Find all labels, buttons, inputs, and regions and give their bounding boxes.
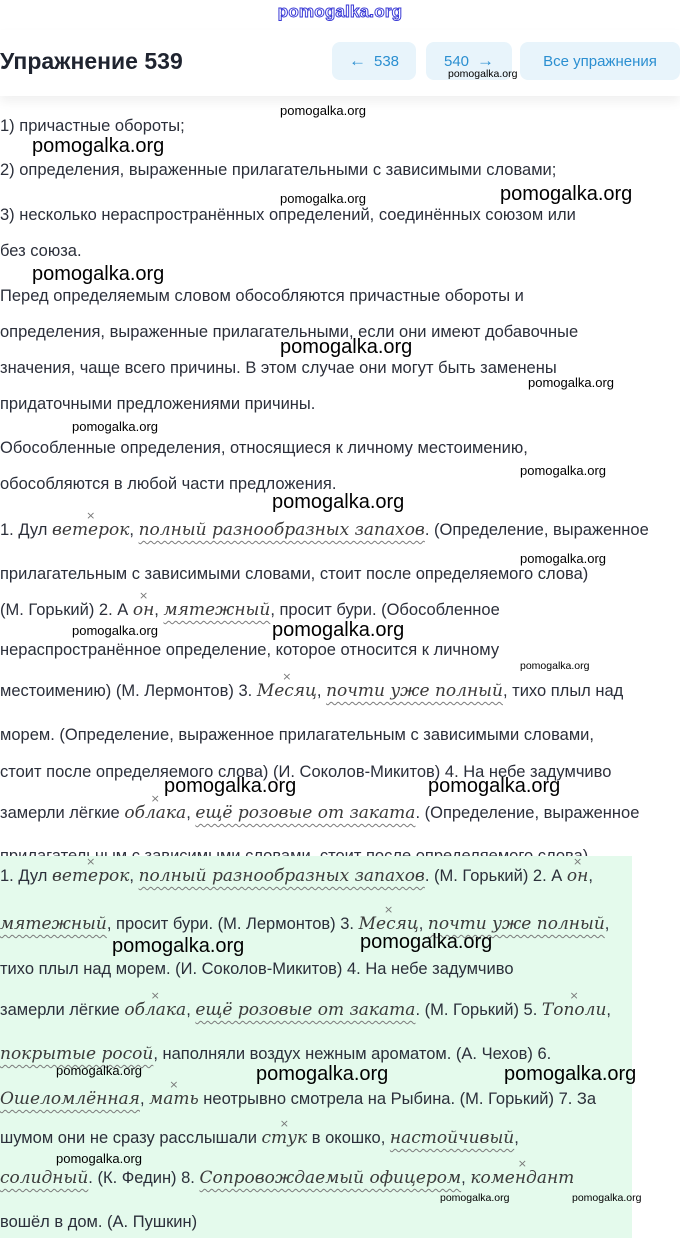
text-line: нераспространённое определение, которое относится к личному bbox=[0, 641, 500, 659]
text-fragment: шумом они не сразу расслышали bbox=[0, 1129, 262, 1147]
watermark: pomogalka.org bbox=[528, 375, 614, 390]
text-fragment: , bbox=[186, 1001, 196, 1019]
text-fragment: , bbox=[186, 804, 196, 822]
answer-line bbox=[0, 1168, 574, 1188]
watermark: pomogalka.org bbox=[272, 491, 405, 513]
text-fragment: , bbox=[129, 521, 139, 539]
subject-word: × комендант bbox=[470, 1168, 574, 1188]
text-fragment: . (М. Горький) 5. bbox=[415, 1001, 542, 1019]
watermark: pomogalka.org bbox=[32, 263, 165, 285]
text-fragment: замерли лёгкие bbox=[0, 1001, 125, 1019]
definition-phrase: полный разнообразных запахов bbox=[138, 520, 425, 540]
subject-word: × ветерок bbox=[52, 866, 129, 886]
watermark: pomogalka.org bbox=[360, 931, 493, 953]
definition-phrase: Сопровождаемый офицером bbox=[199, 1168, 462, 1188]
answer-line bbox=[0, 1044, 551, 1064]
text-fragment: , наполняли воздух нежным ароматом. (А. Чехов) 6. bbox=[153, 1045, 552, 1063]
definition-phrase: полный разнообразных запахов bbox=[138, 866, 425, 886]
text-line: 3) несколько нераспространённых определений, соединённых союзом или bbox=[0, 206, 576, 224]
text-fragment: , bbox=[129, 867, 139, 885]
watermark: pomogalka.org bbox=[280, 103, 366, 118]
answer-line: тихо плыл над морем. (И. Соколов-Микитов) 4. На небе задумчиво bbox=[0, 960, 514, 978]
subject-word: × мать bbox=[149, 1089, 199, 1109]
text-fragment: , bbox=[139, 1090, 150, 1108]
definition-phrase: мятежный bbox=[0, 914, 107, 934]
answer-line bbox=[0, 1000, 611, 1020]
text-line: без союза. bbox=[0, 242, 82, 260]
subject-word: × ветерок bbox=[52, 520, 129, 540]
definition-phrase: ещё розовые от заката bbox=[195, 803, 416, 823]
definition-phrase: покрытые росой bbox=[0, 1044, 154, 1064]
watermark: pomogalka.org bbox=[72, 419, 158, 434]
watermark: pomogalka.org bbox=[572, 1192, 642, 1204]
text-fragment: , просит бури. (Обособленное bbox=[270, 601, 500, 619]
answer-line bbox=[0, 1128, 519, 1148]
text-fragment: , тихо плыл над bbox=[502, 682, 624, 700]
prev-exercise-button[interactable] bbox=[332, 42, 416, 80]
text-fragment: местоимению) (М. Лермонтов) 3. bbox=[0, 682, 257, 700]
answer-line: вошёл в дом. (А. Пушкин) bbox=[0, 1213, 198, 1231]
subject-word: × стук bbox=[262, 1128, 308, 1148]
answer-line bbox=[0, 1089, 596, 1109]
text-fragment: неотрывно смотрела на Рыбина. (М. Горький) 7. За bbox=[198, 1090, 597, 1108]
watermark: pomogalka.org bbox=[280, 191, 366, 206]
example-line bbox=[0, 520, 649, 540]
text-fragment: (М. Горький) 2. А bbox=[0, 601, 133, 619]
watermark: pomogalka.org bbox=[504, 1063, 637, 1085]
watermark: pomogalka.org bbox=[448, 68, 518, 80]
subject-word: × Тополи bbox=[542, 1000, 607, 1020]
watermark: pomogalka.org bbox=[280, 336, 413, 358]
example-line bbox=[0, 600, 500, 620]
subject-word: × облака bbox=[124, 803, 186, 823]
subject-word: × Месяц bbox=[257, 681, 317, 701]
watermark: pomogalka.org bbox=[272, 619, 405, 641]
text-fragment: замерли лёгкие bbox=[0, 804, 125, 822]
text-line: определения, выраженные прилагательными, если они имеют добавочные bbox=[0, 323, 579, 341]
text-line: 2) определения, выраженные прилагательными с зависимыми словами; bbox=[0, 161, 557, 179]
watermark: pomogalka.org bbox=[112, 935, 245, 957]
text-fragment: . (Определение, выраженное bbox=[415, 804, 640, 822]
definition-phrase: солидный bbox=[0, 1168, 89, 1188]
watermark: pomogalka.org bbox=[32, 135, 165, 157]
all-exercises-button[interactable]: Все упражнения bbox=[520, 42, 680, 80]
page-title: Упражнение 539 bbox=[0, 48, 183, 74]
answer-line bbox=[0, 866, 593, 886]
definition-phrase: настойчивый bbox=[389, 1128, 515, 1148]
text-fragment: , bbox=[588, 867, 593, 885]
text-line: прилагательным с зависимыми словами, стоит после определяемого слова) bbox=[0, 565, 589, 583]
text-line: морем. (Определение, выраженное прилагательным с зависимыми словами, bbox=[0, 726, 594, 744]
text-fragment: . (Определение, выраженное bbox=[424, 521, 649, 539]
watermark: pomogalka.org bbox=[520, 463, 606, 478]
text-line: стоит после определяемого слова) (И. Соколов-Микитов) 4. На небе задумчиво bbox=[0, 763, 612, 781]
text-line: Перед определяемым словом обособляются причастные обороты и bbox=[0, 287, 524, 305]
watermark: pomogalka.org bbox=[520, 660, 590, 672]
arrow-right-icon: → bbox=[477, 51, 495, 70]
text-fragment: , bbox=[316, 682, 327, 700]
text-fragment: в окошко, bbox=[307, 1129, 390, 1147]
definition-phrase: мятежный bbox=[163, 600, 271, 620]
definition-phrase: ещё розовые от заката bbox=[195, 1000, 416, 1020]
text-fragment: , bbox=[154, 601, 164, 619]
text-fragment: , bbox=[604, 915, 610, 933]
text-fragment: . (М. Горький) 2. А bbox=[424, 867, 567, 885]
text-fragment: , просит бури. (М. Лермонтов) 3. bbox=[106, 915, 359, 933]
subject-word: × Месяц bbox=[359, 914, 419, 934]
watermark: pomogalka.org bbox=[56, 1063, 142, 1078]
next-exercise-label: 540 bbox=[443, 52, 470, 70]
text-line: обособляются в любой части предложения. bbox=[0, 475, 337, 493]
watermark: pomogalka.org bbox=[164, 775, 297, 797]
subject-word: × он bbox=[567, 866, 588, 886]
site-watermark: pomogalka.org bbox=[277, 2, 403, 21]
text-line: значения, чаще всего причины. В этом случае они могут быть заменены bbox=[0, 359, 557, 377]
definition-phrase: почти уже полный bbox=[427, 914, 605, 934]
subject-word: × он bbox=[133, 600, 154, 620]
answer-line bbox=[0, 914, 609, 934]
example-line bbox=[0, 803, 639, 823]
text-fragment: 1. Дул bbox=[0, 521, 52, 539]
watermark: pomogalka.org bbox=[256, 1063, 389, 1085]
text-fragment: 1. Дул bbox=[0, 867, 52, 885]
text-fragment: , bbox=[606, 1001, 612, 1019]
watermark: pomogalka.org bbox=[440, 1192, 510, 1204]
prev-exercise-label: 538 bbox=[373, 52, 400, 70]
watermark: pomogalka.org bbox=[72, 623, 158, 638]
text-fragment: . (К. Федин) 8. bbox=[88, 1169, 200, 1187]
definition-phrase: почти уже полный bbox=[326, 681, 503, 701]
watermark: pomogalka.org bbox=[428, 775, 561, 797]
text-fragment: , bbox=[418, 915, 428, 933]
watermark: pomogalka.org bbox=[520, 551, 606, 566]
watermark: pomogalka.org bbox=[56, 1151, 142, 1166]
text-line: Обособленные определения, относящиеся к личному местоимению, bbox=[0, 439, 528, 457]
example-line bbox=[0, 681, 623, 701]
subject-word: × облака bbox=[124, 1000, 186, 1020]
text-fragment: , bbox=[514, 1129, 519, 1147]
text-line: придаточными предложениями причины. bbox=[0, 395, 316, 413]
definition-phrase: Ошеломлённая bbox=[0, 1089, 140, 1109]
arrow-left-icon: ← bbox=[348, 51, 366, 70]
text-fragment: , bbox=[461, 1169, 471, 1187]
text-line: 1) причастные обороты; bbox=[0, 117, 185, 135]
watermark: pomogalka.org bbox=[500, 183, 633, 205]
